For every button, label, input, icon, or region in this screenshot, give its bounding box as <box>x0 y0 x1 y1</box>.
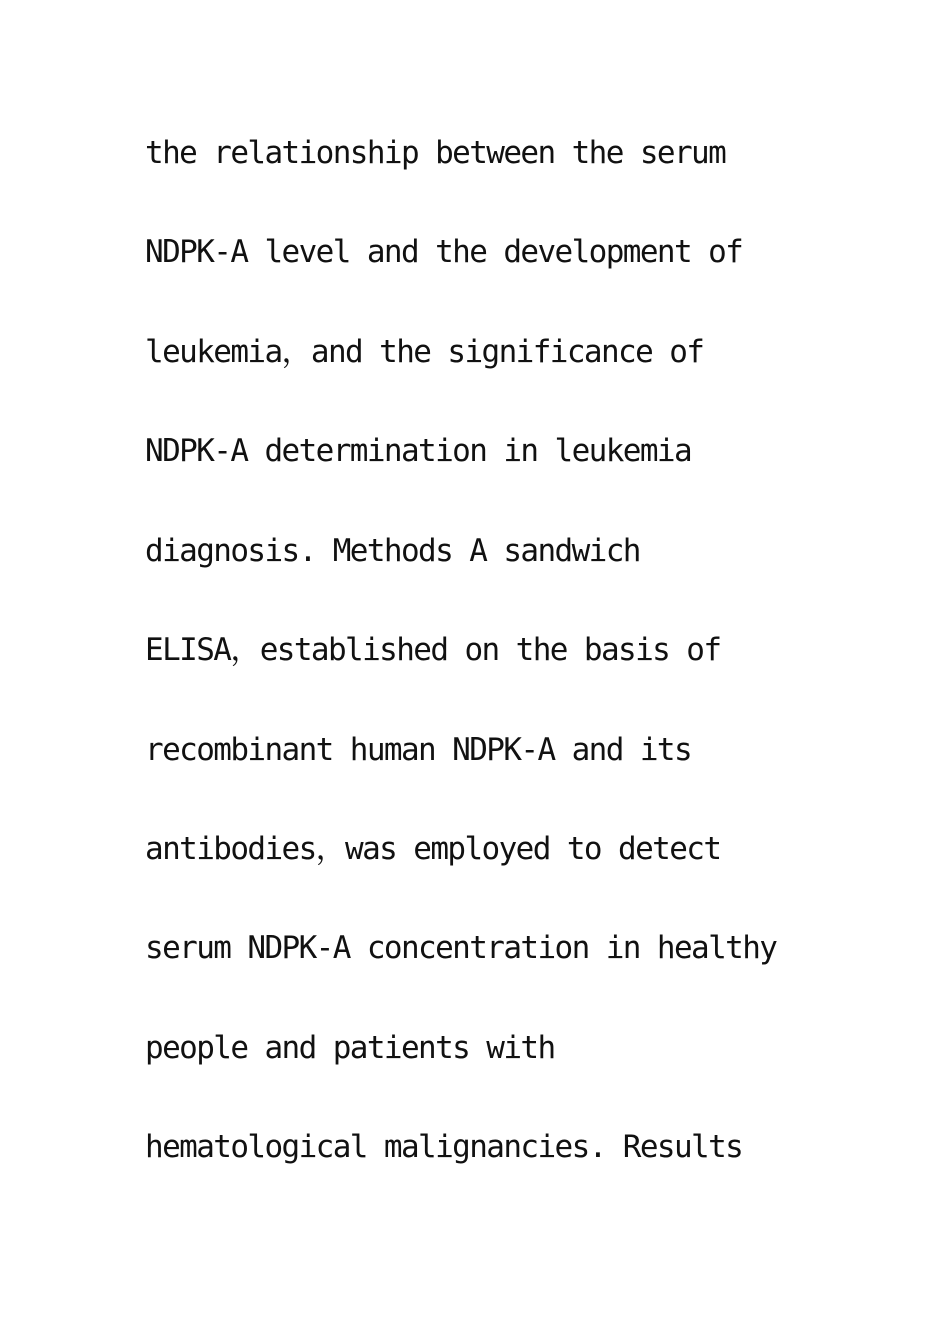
text-line: leukemia，and the significance of <box>145 334 704 370</box>
text-line: the relationship between the serum <box>145 135 726 171</box>
text-line: NDPK-A level and the development of <box>145 234 743 270</box>
text-line: people and patients with <box>145 1030 555 1066</box>
text-line: NDPK-A determination in leukemia <box>145 433 692 469</box>
text-line: diagnosis. Methods A sandwich <box>145 533 640 569</box>
text-line: recombinant human NDPK-A and its <box>145 732 692 768</box>
text-line: serum NDPK-A concentration in healthy <box>145 930 777 966</box>
text-line: ELISA，established on the basis of <box>145 632 721 668</box>
text-line: hematological malignancies. Results <box>145 1129 743 1165</box>
text-line: antibodies，was employed to detect <box>145 831 721 867</box>
